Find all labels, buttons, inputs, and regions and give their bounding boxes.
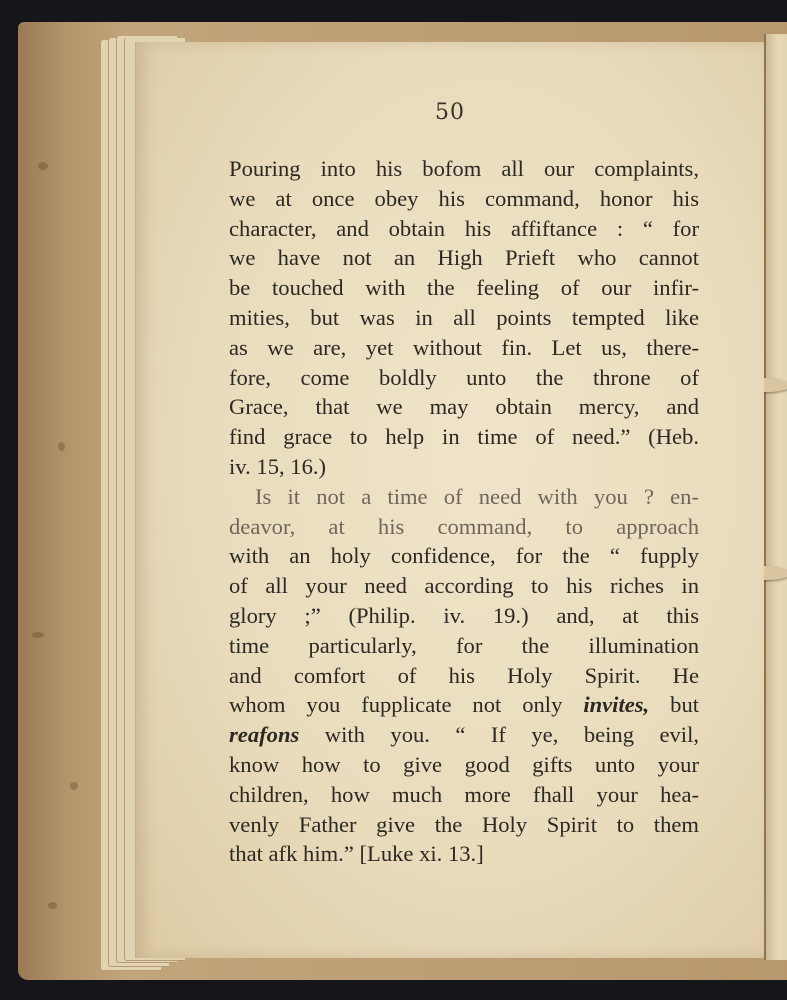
- book-page: [135, 42, 764, 958]
- page-number: 50: [435, 100, 465, 125]
- board-stain: [58, 442, 65, 451]
- text-line: glory ;” (Philip. iv. 19.) and, at this: [229, 602, 699, 628]
- text-line: be touched with the feeling of our infir-: [229, 275, 699, 301]
- board-stain: [32, 632, 44, 638]
- text-line: that afk him.” [Luke xi. 13.]: [229, 841, 484, 867]
- text-line: time particularly, for the illumination: [229, 632, 699, 658]
- text-line: iv. 15, 16.): [229, 453, 327, 479]
- text-line: venly Father give the Holy Spirit to them: [229, 811, 699, 837]
- text-line: we have not an High Prieft who cannot: [229, 245, 699, 271]
- text-line: children, how much more fhall your hea-: [229, 781, 699, 807]
- facing-page-edge: [764, 34, 787, 960]
- text-line: mities, but was in all points tempted like: [229, 304, 699, 330]
- text-line: as we are, yet without fin. Let us, there-: [229, 334, 699, 360]
- text-line: [229, 690, 699, 720]
- text-line: Pouring into his bofom all our complaints,: [229, 156, 699, 181]
- text-line: character, and obtain his affiftance : “ for: [229, 215, 699, 241]
- page-body-text: [229, 154, 699, 869]
- text-line: and comfort of his Holy Spirit. He: [229, 662, 699, 688]
- text-line: Grace, that we may obtain mercy, and: [229, 394, 699, 420]
- text-fragment: with you. “ If ye, being evil,: [324, 722, 699, 748]
- text-fragment: whom you fupplicate not only: [229, 692, 563, 718]
- text-line: Is it not a time of need with you ? en-: [255, 483, 699, 509]
- text-line: with an holy confidence, for the “ fupply: [229, 543, 699, 569]
- italic-word: reafons: [229, 722, 300, 748]
- board-stain: [38, 162, 48, 170]
- text-line: [229, 720, 699, 750]
- text-line: of all your need according to his riches in: [229, 573, 699, 599]
- text-line: find grace to help in time of need.” (Heb.: [229, 424, 699, 450]
- text-line: we at once obey his command, honor his: [229, 185, 699, 211]
- board-stain: [70, 782, 78, 790]
- text-line: know how to give good gifts unto your: [229, 751, 699, 777]
- board-stain: [48, 902, 57, 909]
- italic-word: invites,: [583, 692, 650, 718]
- text-fragment: but: [670, 692, 700, 718]
- text-line: deavor, at his command, to approach: [229, 513, 699, 539]
- text-line: fore, come boldly unto the throne of: [229, 364, 699, 390]
